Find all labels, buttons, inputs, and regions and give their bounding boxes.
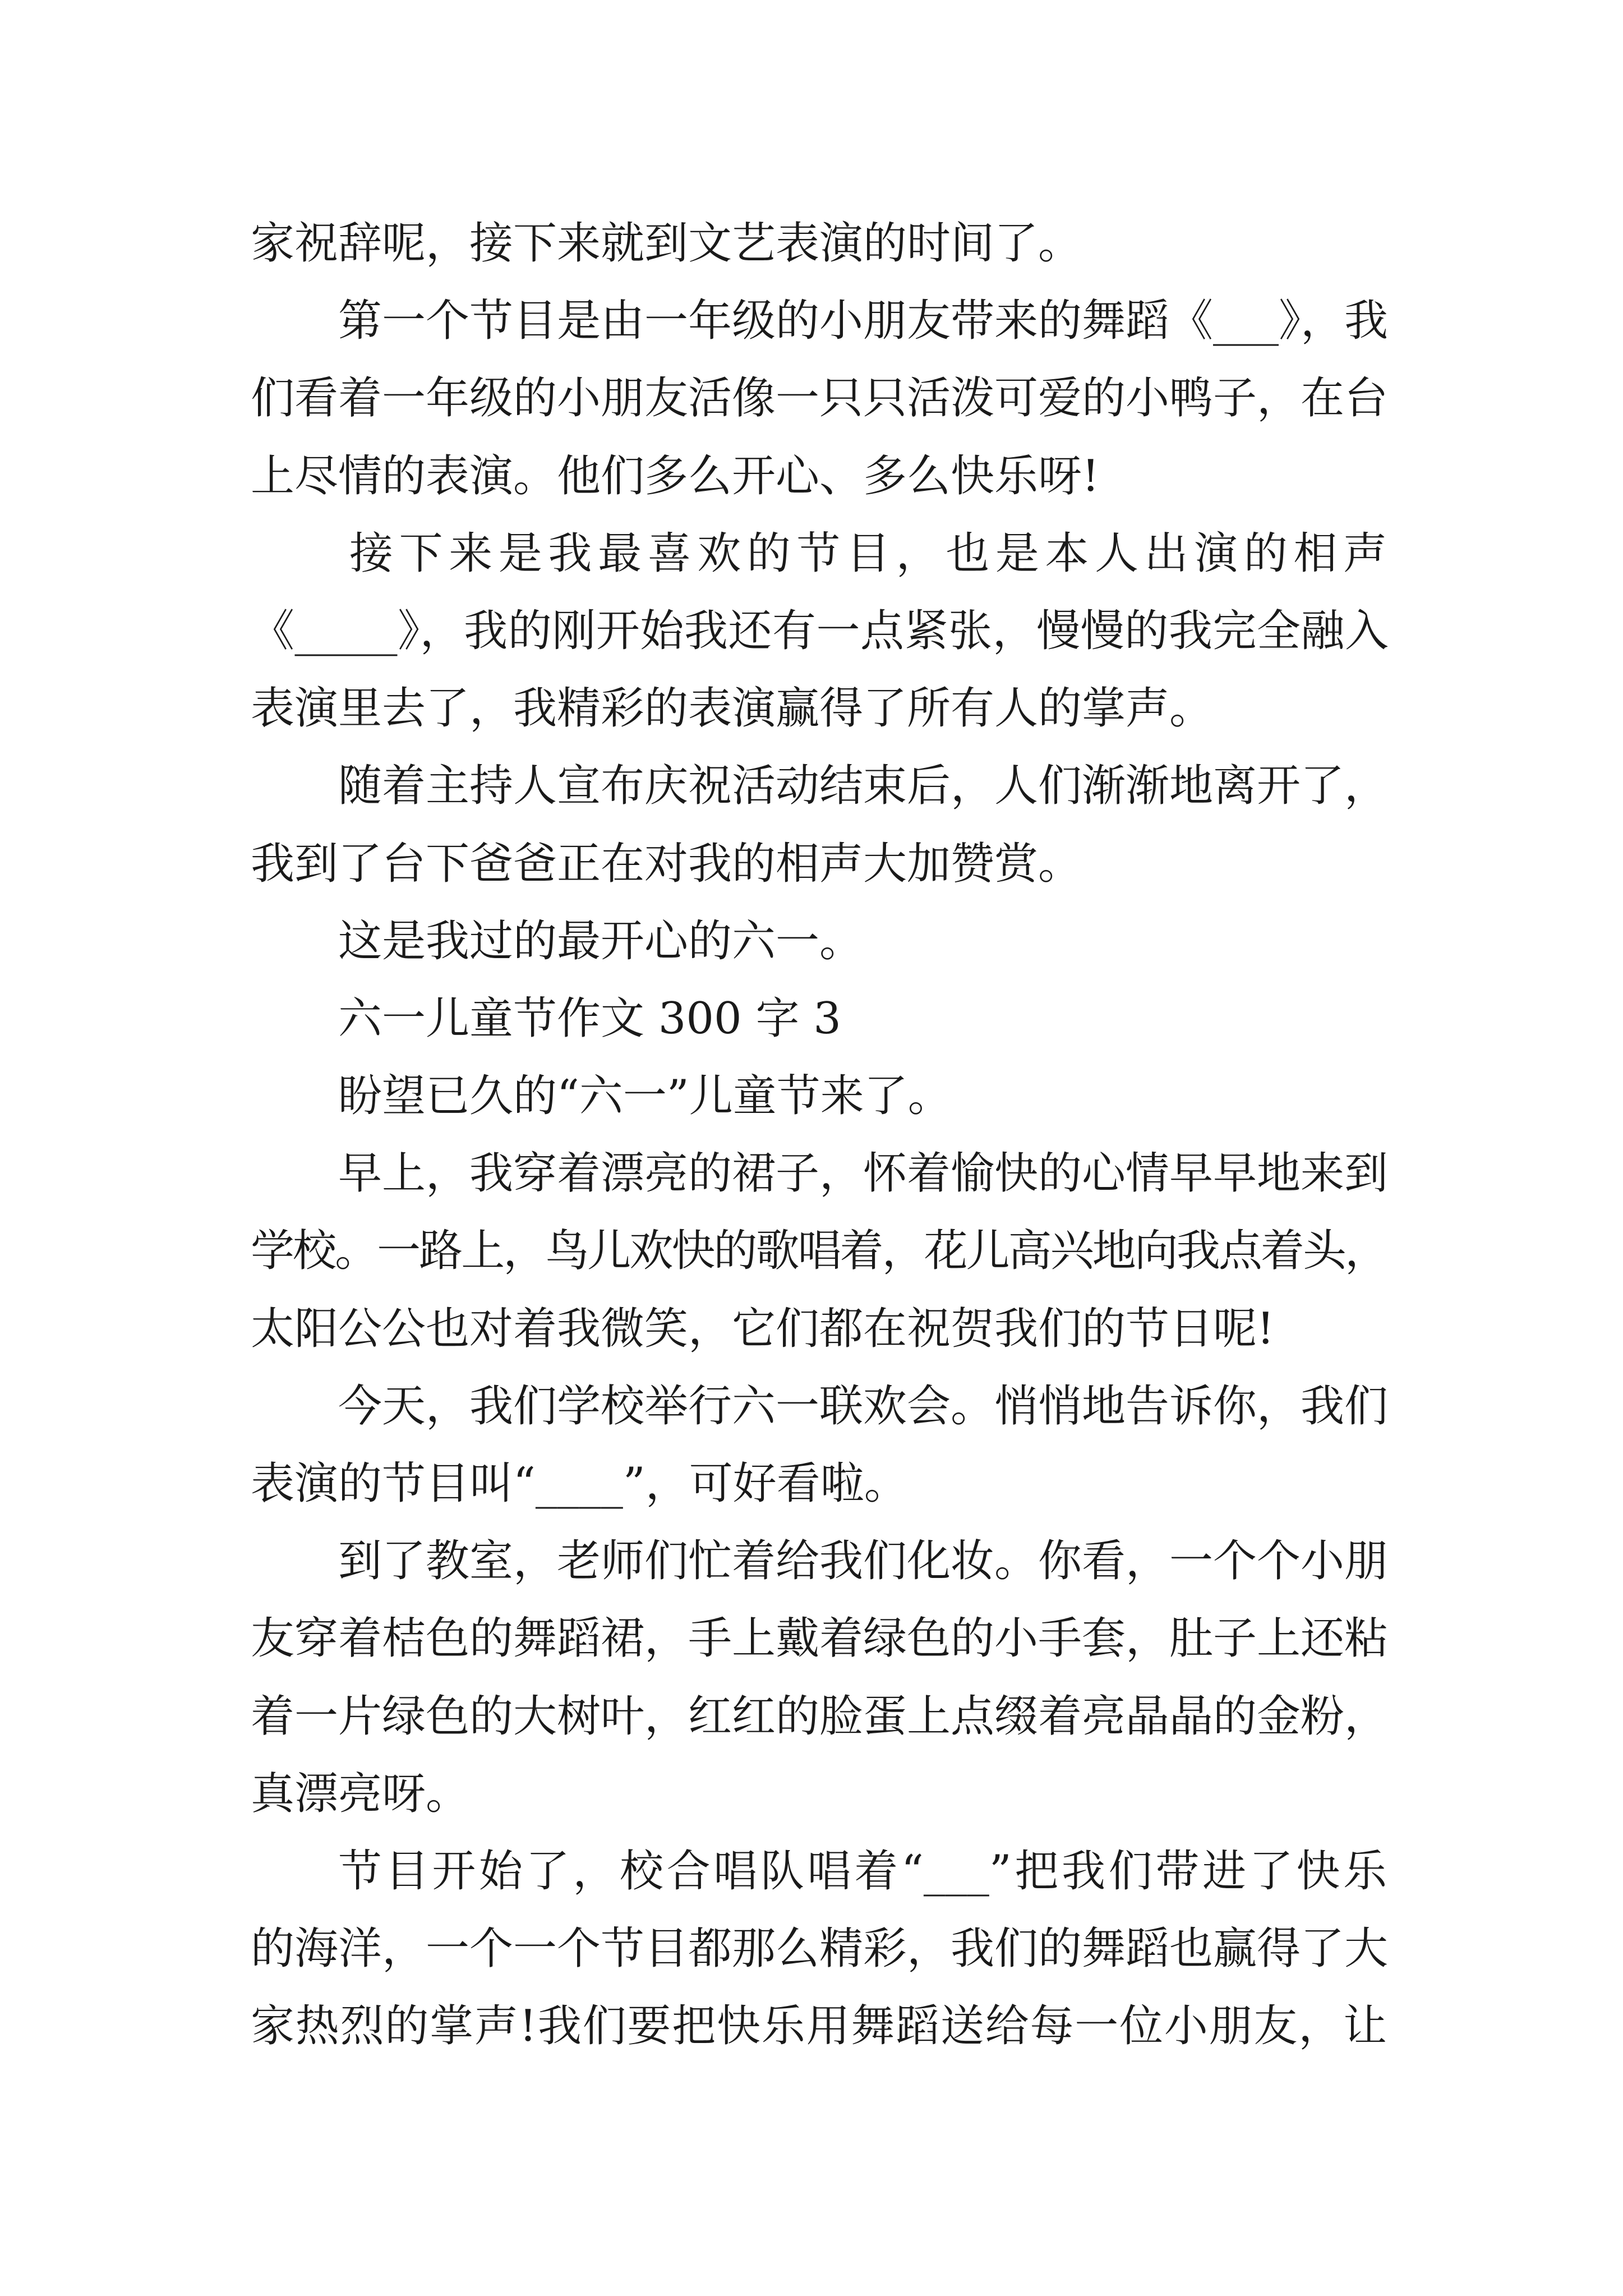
text-line: 早上，我穿着漂亮的裙子，怀着愉快的心情早早地来到 [338,1148,1389,1199]
text-line: 表演里去了，我精彩的表演赢得了所有人的掌声。 [251,683,1214,734]
text-line: 我到了台下爸爸正在对我的相声大加赞赏。 [251,838,1082,889]
text-line: 太阳公公也对着我微笑，它们都在祝贺我们的节日呢! [251,1303,1275,1354]
text-line: 接下来是我最喜欢的节目，也是本人出演的相声 [349,528,1387,579]
text-line: 学校。一路上，鸟儿欢快的歌唱着，花儿高兴地向我点着头， [251,1226,1387,1277]
text-line: 到了教室，老师们忙着给我们化妆。你看，一个个小朋 [338,1536,1389,1587]
section-heading-text: 六一儿童节作文 300 字 3 [338,993,841,1044]
text-line: 节目开始了，校合唱队唱着“___”把我们带进了快乐 [338,1846,1387,1897]
text-line: 第一个节目是由一年级的小朋友带来的舞蹈《___》，我 [338,296,1389,347]
text-line: 今天，我们学校举行六一联欢会。悄悄地告诉你，我们 [338,1381,1389,1432]
text-line: 家祝辞呢，接下来就到文艺表演的时间了。 [251,218,1082,269]
text-line: 们看着一年级的小朋友活像一只只活泼可爱的小鸭子，在台 [251,373,1389,424]
paragraph [251,1833,1387,2065]
text-line: 家热烈的掌声!我们要把快乐用舞蹈送给每一位小朋友，让 [251,2001,1387,2052]
document-body [251,205,1387,2065]
paragraph [251,282,1387,515]
paragraph [251,1368,1387,1522]
text-line: 着一片绿色的大树叶，红红的脸蛋上点缀着亮晶晶的金粉， [251,1691,1389,1742]
paragraph [251,1522,1387,1833]
text-line: 《_____》，我的刚开始我还有一点紧张，慢慢的我完全融入 [251,605,1387,656]
text-line: 随着主持人宣布庆祝活动结束后，人们渐渐地离开了， [338,761,1389,812]
paragraph [251,205,1387,282]
text-line: 友穿着桔色的舞蹈裙，手上戴着绿色的小手套，肚子上还粘 [251,1613,1389,1664]
paragraph [251,1135,1387,1368]
paragraph [251,747,1387,902]
text-line: 上尽情的表演。他们多么开心、多么快乐呀! [251,450,1100,501]
text-line: 真漂亮呀。 [251,1768,470,1819]
text-line: 盼望已久的“六一”儿童节来了。 [338,1071,952,1122]
paragraph [251,903,1387,980]
text-line: 这是我过的最开心的六一。 [338,915,864,967]
section-heading [251,980,1387,1057]
paragraph [251,1057,1387,1135]
paragraph [251,515,1387,748]
text-line: 的海洋，一个一个节目都那么精彩，我们的舞蹈也赢得了大 [251,1924,1389,1975]
text-line: 表演的节目叫“____”，可好看啦。 [251,1458,908,1509]
